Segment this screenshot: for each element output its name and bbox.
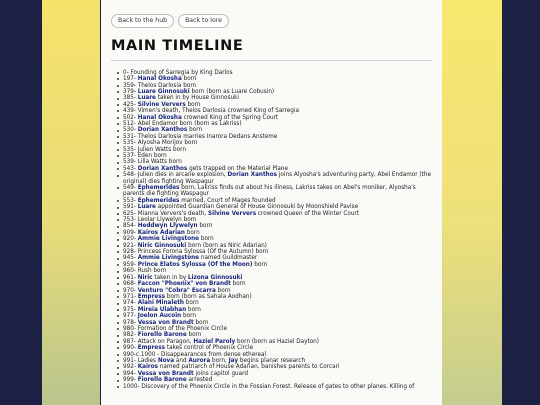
entry-text: 591- [123,204,138,211]
timeline-entry [123,185,432,198]
character-name: Niric [137,274,153,281]
entry-text: 921- [123,242,138,249]
entry-text: 502- [123,114,138,121]
character-name: Silvine Ververs [137,101,186,108]
nav-buttons [111,14,432,28]
character-name: Heddwyn Llywelyn [137,223,198,230]
character-name: Haziel Paroly [193,338,236,345]
character-name: Empress [137,293,166,300]
timeline-entry [123,384,432,390]
entry-text: 974- [123,300,138,307]
entry-text: 1000- Discovery of the Phoenix Circle in the Fossian Forest. Release of gates to other planes. Killing of [123,383,415,390]
character-name: Kairos [137,364,159,371]
entry-text: 968- [123,281,138,288]
entry-text: born [193,319,209,326]
character-name: Prince Elatos Sylossa (Of the Moon) [137,261,253,268]
character-name: Alani Minaleth [137,300,184,307]
character-name: Luare Ginnosuki [137,88,190,95]
character-name: Silvine Ververs [208,210,257,217]
entry-text: 961- [123,274,138,281]
entry-text: born (born as Haziel Dayton) [235,338,319,345]
entry-text: appointed Guardian General of House Ginnosuki by Moonshield Pavise [155,204,359,211]
entry-text: born (born as Luare Cobusin) [189,88,275,95]
entry-text: 530- [123,127,138,134]
back-to-hub-button[interactable]: Back to the hub [111,14,174,28]
entry-text: born (born as Niric Adarian) [186,242,267,249]
entry-text: crowned King of the Spring Court [181,114,279,121]
entry-text: crowned Queen of the Winter Court [256,210,359,217]
entry-text: 992- [123,364,138,371]
character-name: Venturo "Cobra" Escarra [137,287,216,294]
character-name: Vessa von Brandt [137,370,194,377]
entry-text: 991- Ladies [123,357,158,364]
entry-text: 999- [123,377,138,384]
page-title: MAIN TIMELINE [111,38,244,55]
character-name: Ammie Livingstone [137,236,200,243]
character-name: Empress [137,345,166,352]
character-name: Ephemerides [137,185,180,192]
entry-text: born [199,236,214,243]
entry-text: 753- Leolar Llywelyn born [123,217,197,224]
background-edge-right [502,0,540,405]
character-name: Fiorello Barone [137,332,187,339]
entry-text: 978- [123,319,138,326]
entry-text: 548- Julien dies in arcane explosion, [123,172,228,179]
back-to-lore-button[interactable]: Back to lore [178,14,229,28]
entry-text: 987- Attack on Paragon, [123,338,194,345]
entry-text: joins capitol guard [193,370,248,377]
entry-text: 959- [123,261,138,268]
entry-text: gets trapped on the Material Plane [187,165,288,172]
entry-text: born [187,127,203,134]
character-name: Niric Ginnosuki [137,242,187,249]
character-name: Mireia Ulabhan [137,306,187,313]
entry-text: 977- [123,313,138,320]
timeline-list [111,70,432,390]
entry-text: takes control of Phoenix Circle [165,345,254,352]
entry-text: 625- Mianna Ververs's death, [123,210,209,217]
entry-text: and [174,357,189,364]
character-name: Joelon Aucoin [137,313,182,320]
entry-text: born [197,223,213,230]
entry-text: 0- Founding of Sarregia by King Darlos [123,69,233,76]
entry-text: 920- [123,236,138,243]
entry-text: born [183,300,199,307]
entry-text: 990-c.1000 - Disappearances from dense ethereal [123,351,267,358]
entry-text: 960- Rush born [123,268,167,275]
entry-text: 945- [123,255,138,262]
entry-text: born [185,101,201,108]
entry-text: 359- Thelos Darlosia born [123,82,197,89]
character-name: Nova [157,357,175,364]
entry-text: 553- [123,197,138,204]
entry-text: born [215,287,231,294]
entry-text: 990- [123,345,138,352]
entry-text: born [184,229,200,236]
entry-text: 379- [123,88,138,95]
entry-text: 971- [123,293,138,300]
entry-text: 197- [123,76,138,83]
entry-text: 537- Eden born [123,152,167,159]
entry-text: 535- Julien Watts born [123,146,186,153]
background-edge-left-overlay [0,0,42,405]
entry-text: 439- Vimen's death, Thelos Darlosia crowned King of Sarregia [123,108,299,115]
entry-text: 425- [123,101,138,108]
entry-text: taken in by House Ginnosuki [155,95,239,102]
entry-text: named patriarch of House Adarian, banishes parents to Corcari [158,364,340,371]
entry-text: born (born as Sahala Aodhan) [165,293,252,300]
entry-text: 531- Thelos Darlosia marries Inarora Dedans Ansteme [123,133,278,140]
entry-text: born [186,332,202,339]
entry-text: taken in by [152,274,188,281]
entry-text: 539- Lilla Watts born [123,159,182,166]
entry-text: named Guildmaster [199,255,258,262]
entry-text: born [252,261,268,268]
entry-text: 854- [123,223,138,230]
character-name: Ammie Livingstone [137,255,200,262]
character-name: Dorian Xanthos [137,127,188,134]
content-panel [101,0,442,405]
entry-text: 928- Princess Forona Sylossa (Of the Autumn) born [123,249,269,256]
entry-text: married, Court of Mages founded [179,197,276,204]
entry-text: 549- [123,185,138,192]
entry-text: 994- [123,370,138,377]
entry-text: 975- [123,306,138,313]
entry-text: 385- [123,95,138,102]
character-name: Kairos Adarian [137,229,185,236]
entry-text: born, [210,357,229,364]
character-name: Luare [137,204,156,211]
character-name: Luare [137,95,156,102]
character-name: Lizona Ginnosuki [187,274,243,281]
character-name: Hanal Okosha [137,114,182,121]
entry-text: born [230,281,246,288]
entry-text: 543- [123,165,138,172]
entry-text: joins Alyosha's adventuring party, Abel Endamor (the original) dies fighting Waspagur [123,172,431,185]
title-divider [111,60,432,61]
character-name: Vessa von Brandt [137,319,194,326]
entry-text: 970- [123,287,138,294]
character-name: Faccon "Phoenix" von Brandt [137,281,231,288]
entry-text: 980- Formation of the Phoenix Circle [123,325,228,332]
character-name: Ephemerides [137,197,180,204]
entry-text: 535- Alyosha Morijov born [123,140,198,147]
character-name: Jay [228,357,239,364]
entry-text: born [186,306,201,313]
character-name: Dorian Xanthos [137,165,188,172]
entry-text: 909- [123,229,138,236]
entry-text: born [181,76,197,83]
entry-text: 512- Abel Endamor born (born as Lakriss) [123,120,242,127]
entry-text: born [181,313,196,320]
character-name: Hanal Okosha [137,76,182,83]
character-name: Fiorello Barone [137,377,187,384]
character-name: Dorian Xanthos [227,172,278,179]
entry-text: arrested [186,377,213,384]
entry-text: 982- [123,332,138,339]
entry-text: born, Lakriss finds out about his illness, Lakriss takes on Abel's moniker, Alyosha's parents die fighting Waspagur [123,185,416,198]
character-name: Aurora [188,357,211,364]
timeline-entry [123,172,432,185]
entry-text: begins planar research [238,357,306,364]
